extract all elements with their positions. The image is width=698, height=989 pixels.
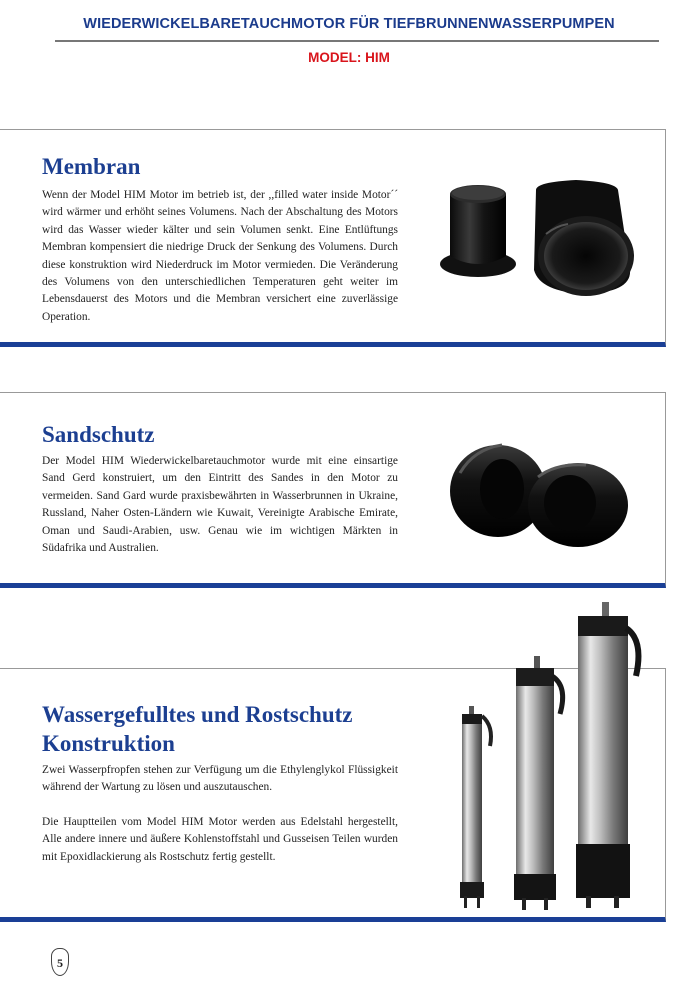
title-line: Konstruktion — [42, 731, 175, 756]
section-title-sandschutz: Sandschutz — [42, 422, 155, 447]
section-text-sandschutz — [42, 453, 398, 557]
section-title-membran: Membran — [42, 154, 141, 179]
paragraph: Zwei Wasserpfropfen stehen zur Verfügung um die Ethylenglykol Flüssigkeit während der Wartung zu lösen und auszutauschen. — [42, 764, 398, 794]
page-number: 5 — [51, 948, 69, 976]
section-title-rostschutz — [42, 700, 353, 758]
section-text-membran — [42, 187, 398, 326]
paragraph: Wenn der Model HIM Motor im betrieb ist, der ,,filled water inside Motor´´ wird wärmer und erhöht seines Volumens. Nach der Abschaltung des Motors wird das Wasser wieder kälter und sein Volumen senkt. Eine Entlüftungs Membran kompensiert die niedrige Druck der Senkung des Volumens. Durch diese konstruktion wird Niederdruck im Motor vermieden. Die Veränderung des Volumens von den unterschiedlichen Temperaturen geht weiter im Lebensdauerst des Motors und die Membran versichert eine zuverlässige Operation. — [42, 189, 398, 323]
header-divider — [55, 40, 659, 42]
sand-guard-product-image — [446, 433, 630, 551]
membrane-product-image — [436, 174, 636, 296]
model-label: MODEL: HIM — [308, 50, 390, 65]
paragraph: Die Hauptteilen vom Model HIM Motor werden aus Edelstahl hergestellt, Alle andere innere und äußere Kohlenstoffstahl und Gusseisen Teilen wurden mit Epoxidlackierung als Rostschutz fertig gestellt. — [42, 815, 398, 863]
section-sandschutz — [0, 392, 666, 588]
section-membran — [0, 129, 666, 347]
section-text-rostschutz — [42, 762, 398, 866]
document-title: WIEDERWICKELBARETAUCHMOTOR FÜR TIEFBRUNNENWASSERPUMPEN — [83, 16, 615, 32]
paragraph: Der Model HIM Wiederwickelbaretauchmotor wurde mit eine einsartige Sand Gerd konstruiert, um den Eintritt des Sandes in den Motor zu vermeiden. Sand Gard wurde praxisbewährten in Wasserbrunnen in Ukraine, Russland, Naher Osten-Ländern wie Kuwait, Vereinigte Arabische Emirate, Oman und Saudi-Arabien, usw. Genau wie im wichtigen Märkten in Südafrika und Australien. — [42, 455, 398, 555]
submersible-motors-image — [452, 596, 652, 916]
title-line: Wassergefulltes und Rostschutz — [42, 702, 353, 727]
